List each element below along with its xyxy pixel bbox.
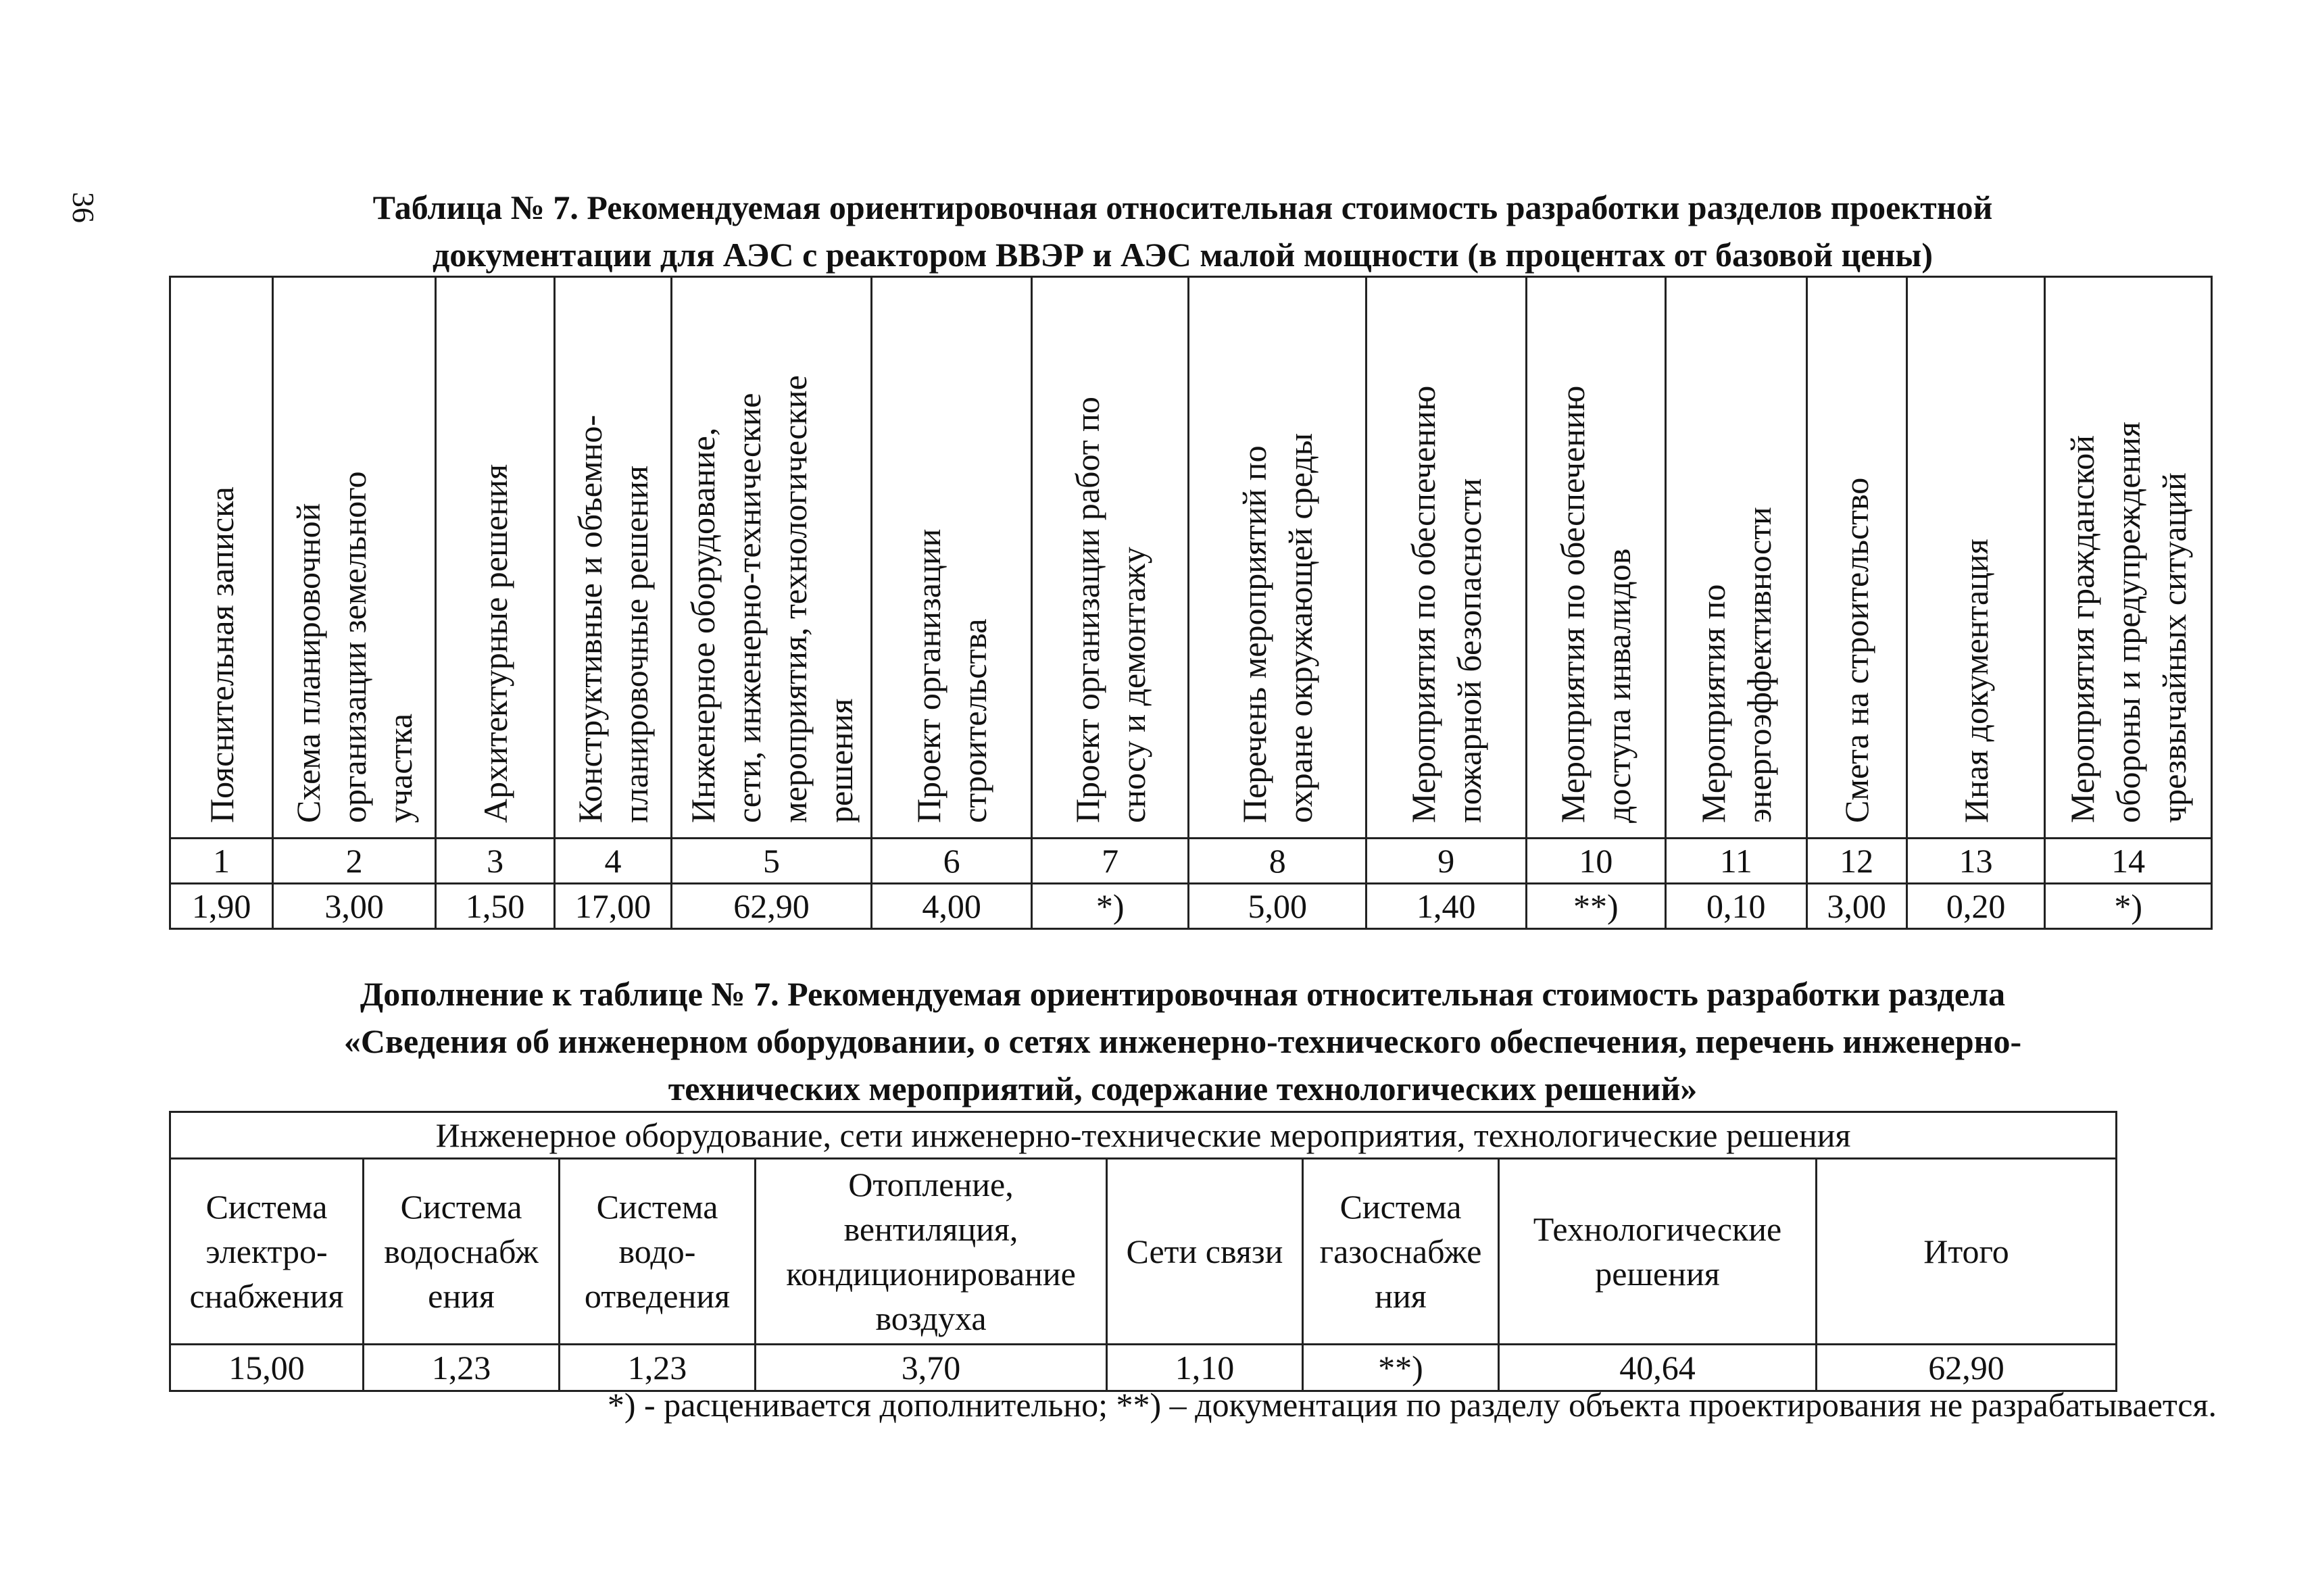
column-header <box>1817 1159 2117 1345</box>
table7-number-row <box>170 839 2212 884</box>
header-line: ния <box>1375 1277 1427 1315</box>
column-number: 2 <box>273 839 436 884</box>
column-header <box>671 277 872 839</box>
table-cell-value: 1,23 <box>364 1345 560 1391</box>
header-line: отведения <box>584 1277 731 1315</box>
table-cell-value: 1,50 <box>435 884 554 929</box>
column-header <box>1499 1159 1817 1345</box>
header-line: Перечень мероприятий по <box>1235 445 1274 823</box>
header-line: Проект организации <box>910 528 948 823</box>
addendum-value-row <box>170 1345 2117 1391</box>
table-cell-value: 1,10 <box>1107 1345 1303 1391</box>
column-header <box>2045 277 2212 839</box>
header-line: Пояснительная записка <box>202 486 241 823</box>
table-cell-value: 1,40 <box>1367 884 1527 929</box>
header-line: водоснабж <box>384 1232 539 1270</box>
header-line: Мероприятия по обеспечению <box>1554 385 1592 823</box>
header-line: сносу и демонтажу <box>1114 546 1152 823</box>
column-header <box>170 277 273 839</box>
header-line: вентиляция, <box>843 1210 1018 1248</box>
header-line: Конструктивные и объемно- <box>570 414 609 823</box>
header-line: кондиционирование <box>786 1255 1076 1293</box>
column-number: 1 <box>170 839 273 884</box>
column-number: 4 <box>555 839 671 884</box>
column-header <box>872 277 1032 839</box>
column-header <box>435 277 554 839</box>
column-header <box>1666 277 1806 839</box>
table-cell-value: *) <box>1031 884 1189 929</box>
table7-title-line: Таблица № 7. Рекомендуемая ориентировочная относительная стоимость разработки разделов проектной <box>372 189 1993 226</box>
header-line: мероприятия, технологические <box>775 374 814 823</box>
column-header <box>1189 277 1367 839</box>
table-cell-value: 1,23 <box>560 1345 756 1391</box>
header-line: Инженерное оборудование, <box>683 427 722 823</box>
table-cell-value: 40,64 <box>1499 1345 1817 1391</box>
column-header <box>273 277 436 839</box>
header-line: Мероприятия гражданской <box>2063 434 2102 823</box>
table-cell-value: 0,10 <box>1666 884 1806 929</box>
column-header <box>1107 1159 1303 1345</box>
header-line: Иная документация <box>1956 538 1995 823</box>
header-line: энергоэффективности <box>1740 506 1778 823</box>
header-line: Система <box>1339 1188 1462 1226</box>
column-header <box>1526 277 1665 839</box>
table7 <box>169 276 2213 930</box>
table7-value-row <box>170 884 2212 929</box>
header-line: Система <box>205 1188 328 1226</box>
column-header <box>756 1159 1107 1345</box>
header-line: планировочные решения <box>616 465 655 823</box>
header-line: организации земельного <box>335 471 374 823</box>
column-header <box>1303 1159 1499 1345</box>
table-cell-value: *) <box>2045 884 2212 929</box>
header-line: Смета на строительство <box>1838 477 1876 823</box>
header-line: охране окружающей среды <box>1281 432 1320 823</box>
footnote: *) - расценивается дополнительно; **) – документация по разделу объекта проектирования не разрабатывается. <box>607 1386 2217 1424</box>
header-line: Отопление, <box>848 1166 1014 1203</box>
header-line: пожарной безопасности <box>1450 478 1488 823</box>
table-cell-value: 17,00 <box>555 884 671 929</box>
column-number: 9 <box>1367 839 1527 884</box>
header-line: Система <box>596 1188 718 1226</box>
table-cell-value: 62,90 <box>1817 1345 2117 1391</box>
header-line: решения <box>821 698 860 823</box>
addendum-title-line: технических мероприятий, содержание технологических решений» <box>668 1070 1698 1107</box>
column-header <box>1031 277 1189 839</box>
header-line: Мероприятия по <box>1694 584 1732 823</box>
header-line: обороны и предупреждения <box>2109 421 2148 823</box>
column-number: 3 <box>435 839 554 884</box>
table-cell-value: 4,00 <box>872 884 1032 929</box>
header-line: Схема планировочной <box>289 503 328 823</box>
column-number: 12 <box>1806 839 1906 884</box>
table-cell-value: **) <box>1303 1345 1499 1391</box>
column-number: 6 <box>872 839 1032 884</box>
addendum-table <box>169 1111 2117 1392</box>
addendum-title <box>169 970 2196 1112</box>
header-line: газоснабже <box>1319 1232 1482 1270</box>
header-line: чрезвычайных ситуаций <box>2155 472 2194 823</box>
header-line: сети, инженерно-технические <box>729 393 768 823</box>
addendum-group-header-row <box>170 1112 2117 1159</box>
table-cell-value: 3,00 <box>1806 884 1906 929</box>
column-number: 7 <box>1031 839 1189 884</box>
table-cell-value: 3,00 <box>273 884 436 929</box>
column-header <box>1806 277 1906 839</box>
header-line: Сети связи <box>1126 1232 1283 1270</box>
header-line: Архитектурные решения <box>476 464 514 823</box>
table-cell-value: 62,90 <box>671 884 872 929</box>
column-number: 11 <box>1666 839 1806 884</box>
column-number: 5 <box>671 839 872 884</box>
header-line: Система <box>400 1188 522 1226</box>
column-number: 10 <box>1526 839 1665 884</box>
column-header <box>555 277 671 839</box>
group-header: Инженерное оборудование, сети инженерно-технические мероприятия, технологические решения <box>170 1112 2117 1159</box>
header-line: Мероприятия по обеспечению <box>1404 385 1442 823</box>
column-number: 8 <box>1189 839 1367 884</box>
column-header <box>1367 277 1527 839</box>
addendum-title-line: «Сведения об инженерном оборудовании, о сетях инженерно-технического обеспечения, перечень инженерно- <box>343 1022 2022 1060</box>
addendum-title-line: Дополнение к таблице № 7. Рекомендуемая ориентировочная относительная стоимость разработки раздела <box>360 975 2006 1013</box>
table-cell-value: 5,00 <box>1189 884 1367 929</box>
header-line: ения <box>428 1277 495 1315</box>
header-line: воздуха <box>875 1299 987 1337</box>
column-header <box>560 1159 756 1345</box>
header-line: Технологические <box>1533 1210 1782 1248</box>
header-line: водо- <box>618 1232 696 1270</box>
table7-header-row <box>170 277 2212 839</box>
header-line: решения <box>1595 1255 1720 1293</box>
table-cell-value: 3,70 <box>756 1345 1107 1391</box>
table7-title-line: документации для АЭС с реактором ВВЭР и АЭС малой мощности (в процентах от базовой цены) <box>433 236 1933 274</box>
addendum-header-row <box>170 1159 2117 1345</box>
header-line: доступа инвалидов <box>1600 548 1638 823</box>
table-cell-value: 1,90 <box>170 884 273 929</box>
table7-title <box>169 184 2196 278</box>
table-cell-value: 0,20 <box>1906 884 2044 929</box>
column-header <box>170 1159 364 1345</box>
column-number: 13 <box>1906 839 2044 884</box>
header-line: участка <box>381 713 420 823</box>
header-line: электро- <box>205 1232 328 1270</box>
header-line: снабжения <box>189 1277 344 1315</box>
header-line: Итого <box>1923 1232 2009 1270</box>
column-header <box>364 1159 560 1345</box>
column-header <box>1906 277 2044 839</box>
header-line: строительства <box>956 618 994 823</box>
column-number: 14 <box>2045 839 2212 884</box>
page-number: 36 <box>66 192 101 223</box>
header-line: Проект организации работ по <box>1068 396 1106 823</box>
table-cell-value: 15,00 <box>170 1345 364 1391</box>
table-cell-value: **) <box>1526 884 1665 929</box>
